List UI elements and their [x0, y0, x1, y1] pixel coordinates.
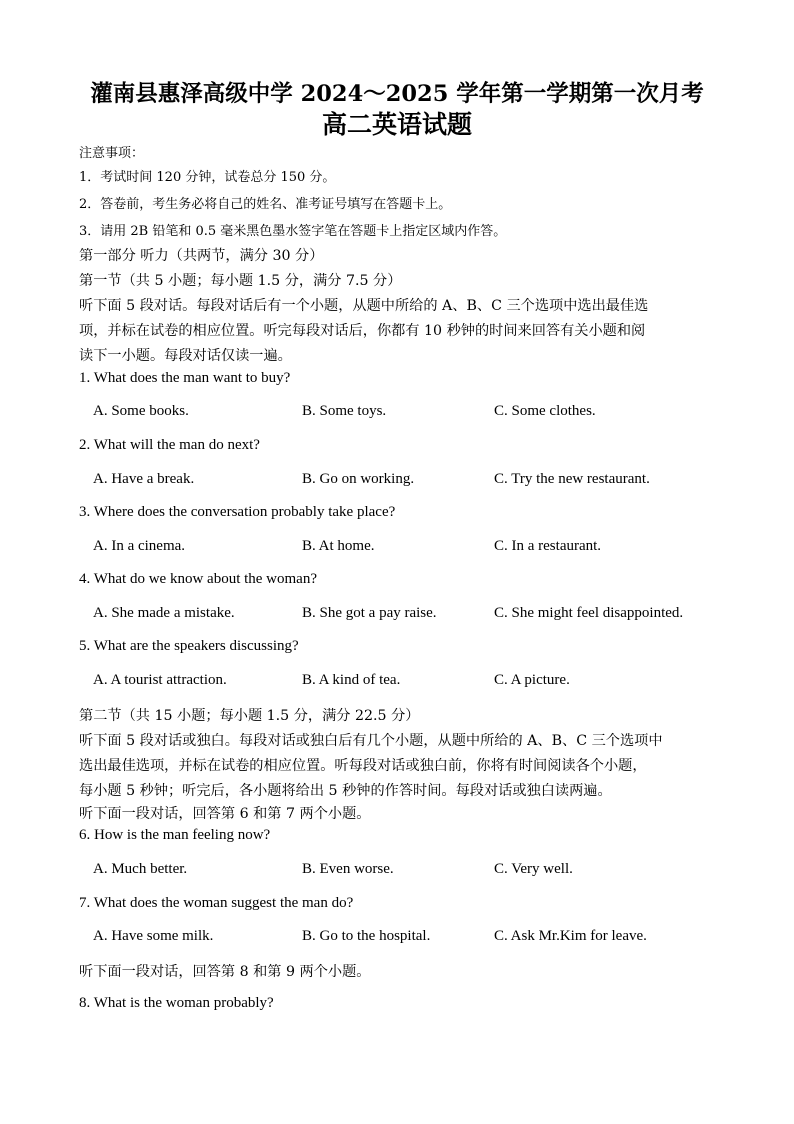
option-a: A. Have a break. — [93, 471, 195, 487]
group-instruction: 听下面一段对话，回答第 8 和第 9 两个小题。 — [79, 964, 371, 980]
section-instructions: 听下面 5 段对话。每段对话后有一个小题，从题中所给的 A、B、C 三个选项中选出最佳选 — [79, 298, 649, 314]
option-b: B. A kind of tea. — [302, 672, 401, 688]
option-b: B. Go on working. — [302, 471, 415, 487]
section-instructions: 选出最佳选项，并标在试卷的相应位置。听每段对话或独白前，你将有时间阅读各个小题， — [79, 758, 647, 774]
question: 1. What does the man want to buy? — [79, 370, 291, 386]
question: 4. What do we know about the woman? — [79, 571, 318, 587]
option-b: B. Even worse. — [302, 861, 394, 877]
question: 3. Where does the conversation probably take place? — [79, 504, 396, 520]
option-b: B. Some toys. — [302, 403, 387, 419]
notice-heading: 注意事项： — [79, 146, 145, 161]
option-c: C. Some clothes. — [494, 403, 596, 419]
option-b: B. At home. — [302, 538, 375, 554]
option-b: B. Go to the hospital. — [302, 928, 431, 944]
option-c: C. A picture. — [494, 672, 570, 688]
option-a: A. She made a mistake. — [93, 605, 235, 621]
option-a: A. Much better. — [93, 861, 188, 877]
notice-item: 2．答卷前，考生务必将自己的姓名、准考证号填写在答题卡上。 — [79, 197, 452, 212]
section-instructions: 项，并标在试卷的相应位置。听完每段对话后，你都有 10 秒钟的时间来回答有关小题和阅 — [79, 323, 646, 339]
option-c: C. Ask Mr.Kim for leave. — [494, 928, 647, 944]
option-c: C. In a restaurant. — [494, 538, 602, 554]
section-instructions: 每小题 5 秒钟；听完后，各小题将给出 5 秒钟的作答时间。每段对话或独白读两遍。 — [79, 783, 612, 799]
section-instructions: 听下面 5 段对话或独白。每段对话或独白后有几个小题，从题中所给的 A、B、C 三个选项中 — [79, 733, 663, 749]
question: 7. What does the woman suggest the man do? — [79, 895, 354, 911]
option-c: C. Very well. — [494, 861, 573, 877]
question: 6. How is the man feeling now? — [79, 827, 271, 843]
exam-subtitle: 高二英语试题 — [321, 110, 472, 139]
group-instruction: 听下面一段对话，回答第 6 和第 7 两个小题。 — [79, 806, 371, 822]
question: 2. What will the man do next? — [79, 437, 260, 453]
question: 8. What is the woman probably? — [79, 995, 274, 1011]
section-heading: 第二节（共 15 小题；每小题 1.5 分，满分 22.5 分） — [79, 708, 420, 724]
option-a: A. In a cinema. — [93, 538, 186, 554]
section-instructions: 读下一小题。每段对话仅读一遍。 — [79, 348, 292, 364]
section-heading: 第一节（共 5 小题；每小题 1.5 分，满分 7.5 分） — [79, 273, 402, 289]
option-c: C. Try the new restaurant. — [494, 471, 650, 487]
option-a: A. Some books. — [93, 403, 189, 419]
option-a: A. Have some milk. — [93, 928, 214, 944]
question: 5. What are the speakers discussing? — [79, 638, 299, 654]
notice-item: 3．请用 2B 铅笔和 0.5 毫米黑色墨水签字笔在答题卡上指定区域内作答。 — [79, 224, 507, 239]
option-a: A. A tourist attraction. — [93, 672, 227, 688]
exam-title: 灌南县惠泽高级中学 2024～2025 学年第一学期第一次月考 — [90, 81, 704, 107]
option-b: B. She got a pay raise. — [302, 605, 437, 621]
option-c: C. She might feel disappointed. — [494, 605, 684, 621]
notice-item: 1．考试时间 120 分钟，试卷总分 150 分。 — [79, 170, 336, 185]
part-heading: 第一部分 听力（共两节，满分 30 分） — [79, 248, 324, 264]
